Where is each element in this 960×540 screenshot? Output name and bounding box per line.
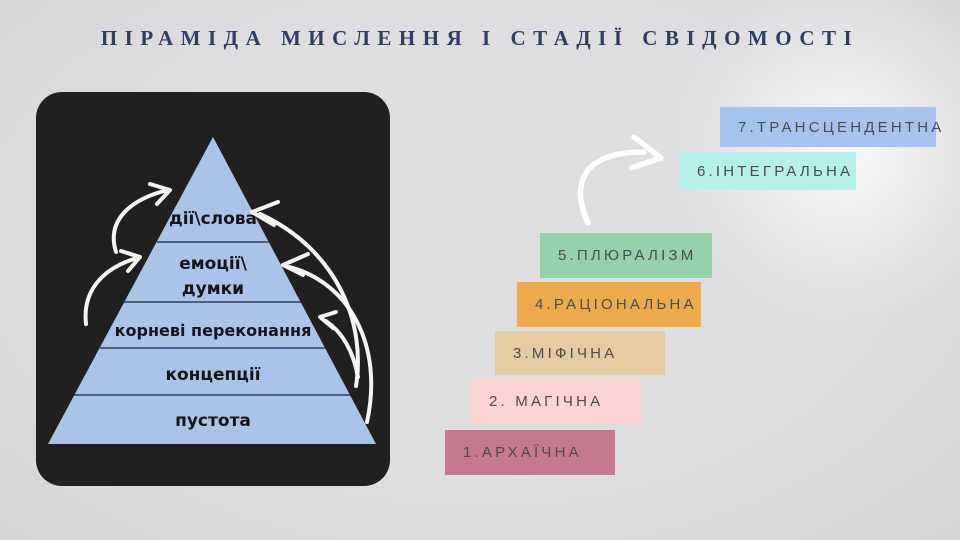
stage-label: 1.АРХАЇЧНА xyxy=(463,444,582,461)
pyramid-panel xyxy=(36,92,390,486)
pyramid-figure xyxy=(36,92,390,486)
pyramid-level-actions-words: дії\слова xyxy=(168,209,258,229)
stage-box-transcendent xyxy=(720,107,945,147)
stage-label: 2. МАГІЧНА xyxy=(489,393,604,410)
pyramid-level-concepts: концепції xyxy=(165,365,261,385)
stage-box-rational xyxy=(517,282,701,327)
stage-box-archaic xyxy=(445,430,615,475)
stage-box-pluralism xyxy=(540,233,712,278)
stage-box-mythic xyxy=(495,331,665,375)
pyramid-level-thoughts: думки xyxy=(181,279,245,299)
stage-label: 6.ІНТЕГРАЛЬНА xyxy=(697,162,854,180)
pyramid-level-emptiness: пустота xyxy=(175,411,251,431)
stage-box-magic xyxy=(471,379,642,424)
stage-label: 3.МІФІЧНА xyxy=(513,344,618,362)
stage-label: 5.ПЛЮРАЛІЗМ xyxy=(558,247,697,264)
stage-label: 7.ТРАНСЦЕНДЕНТНА xyxy=(738,118,945,136)
slide-title: ПІРАМІДА МИСЛЕННЯ І СТАДІЇ СВІДОМОСТІ xyxy=(100,26,860,50)
stage-box-integral xyxy=(679,152,856,190)
pyramid-level-root-beliefs: корневі переконання xyxy=(114,321,312,340)
stage-label: 4.РАЦІОНАЛЬНА xyxy=(535,296,697,313)
pyramid-level-emotions: емоції\ xyxy=(179,254,247,274)
